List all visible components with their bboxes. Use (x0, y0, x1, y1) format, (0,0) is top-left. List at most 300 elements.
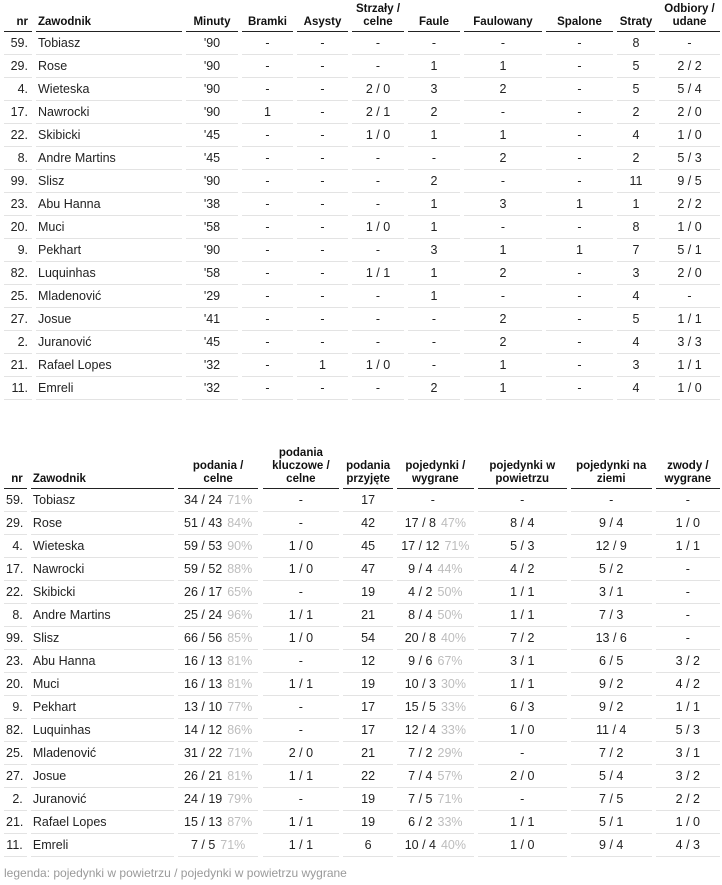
ground-duels-cell: 9 / 2 (571, 673, 652, 696)
fouls-cell: - (408, 354, 460, 377)
tackles-cell: 2 / 0 (659, 262, 720, 285)
assists-cell: - (297, 147, 348, 170)
fouls-cell: 2 (408, 170, 460, 193)
aerial-duels-cell: 8 / 4 (478, 512, 567, 535)
duels-value: 20 / 8 (404, 631, 436, 645)
passes-cell (178, 512, 259, 535)
nr-cell: 20. (4, 673, 27, 696)
passes-percent: 85% (227, 631, 253, 645)
offsides-cell: - (546, 285, 613, 308)
losses-cell: 11 (617, 170, 655, 193)
player-name-cell: Luquinhas (36, 262, 182, 285)
passes-percent: 81% (227, 769, 253, 783)
goals-cell: - (242, 285, 293, 308)
assists-cell: - (297, 308, 348, 331)
duels-value: 17 / 8 (404, 516, 436, 530)
key-passes-cell: 1 / 0 (263, 627, 340, 650)
fouls-cell: - (408, 331, 460, 354)
fouled-cell: - (464, 101, 542, 124)
tackles-cell: 2 / 2 (659, 193, 720, 216)
header-fouls: Faule (408, 0, 460, 32)
dribbles-cell: 2 / 2 (656, 788, 720, 811)
passes-percent: 71% (227, 493, 253, 507)
passes-received-cell: 47 (343, 558, 393, 581)
table-row (4, 101, 720, 124)
duels-percent: 40% (440, 631, 467, 645)
nr-cell: 4. (4, 535, 27, 558)
passes-value: 66 / 56 (184, 631, 223, 645)
assists-cell: - (297, 377, 348, 400)
nr-cell: 29. (4, 55, 32, 78)
passes-percent: 90% (227, 539, 253, 553)
fouls-cell: 3 (408, 239, 460, 262)
offsides-cell: - (546, 147, 613, 170)
table1-header-row (4, 0, 720, 32)
shots-cell: 1 / 0 (352, 216, 404, 239)
passes-value: 24 / 19 (184, 792, 223, 806)
key-passes-cell: 1 / 0 (263, 535, 340, 558)
passes-value: 13 / 10 (184, 700, 223, 714)
table2-header-row (4, 445, 720, 489)
fouled-cell: - (464, 216, 542, 239)
fouled-cell: 2 (464, 147, 542, 170)
table-row (4, 285, 720, 308)
dribbles-cell: 5 / 3 (656, 719, 720, 742)
passes-received-cell: 42 (343, 512, 393, 535)
offsides-cell: - (546, 331, 613, 354)
dribbles-cell: 1 / 1 (656, 696, 720, 719)
dribbles-cell: 3 / 2 (656, 765, 720, 788)
nr-cell: 11. (4, 834, 27, 857)
nr-cell: 29. (4, 512, 27, 535)
table-row (4, 78, 720, 101)
shots-cell: - (352, 331, 404, 354)
offsides-cell: - (546, 124, 613, 147)
nr-cell: 59. (4, 489, 27, 512)
header-nr: nr (4, 0, 32, 32)
passes-received-cell: 22 (343, 765, 393, 788)
passes-value: 59 / 52 (184, 562, 223, 576)
nr-cell: 9. (4, 696, 27, 719)
duels-percent: 33% (437, 815, 463, 829)
passes-percent: 86% (227, 723, 253, 737)
losses-cell: 4 (617, 285, 655, 308)
dribbles-cell: 3 / 2 (656, 650, 720, 673)
fouled-cell: 1 (464, 354, 542, 377)
table-row (4, 216, 720, 239)
player-name-cell: Emreli (36, 377, 182, 400)
goals-cell: - (242, 55, 293, 78)
duels-percent: 50% (437, 585, 463, 599)
goals-cell: - (242, 147, 293, 170)
player-name-cell: Rafael Lopes (31, 811, 174, 834)
fouled-cell: 2 (464, 78, 542, 101)
player-stats-table-1 (4, 0, 720, 400)
fouls-cell: 1 (408, 285, 460, 308)
duels-cell (397, 765, 474, 788)
passes-percent: 81% (227, 677, 253, 691)
header-losses: Straty (617, 0, 655, 32)
key-passes-cell: - (263, 788, 340, 811)
goals-cell: - (242, 78, 293, 101)
duels-value: 17 / 12 (401, 539, 440, 553)
assists-cell: - (297, 331, 348, 354)
fouls-cell: 1 (408, 216, 460, 239)
duels-cell (397, 811, 474, 834)
player-name-cell: Rose (31, 512, 174, 535)
goals-cell: - (242, 216, 293, 239)
dribbles-cell: - (656, 604, 720, 627)
duels-percent: 44% (437, 562, 463, 576)
player-name-cell: Andre Martins (36, 147, 182, 170)
player-name-cell: Emreli (31, 834, 174, 857)
fouls-cell: 1 (408, 262, 460, 285)
aerial-duels-cell: 1 / 0 (478, 719, 567, 742)
passes-percent: 81% (227, 654, 253, 668)
passes-value: 34 / 24 (184, 493, 223, 507)
table-row (4, 239, 720, 262)
losses-cell: 3 (617, 262, 655, 285)
table-row (4, 377, 720, 400)
table-row (4, 55, 720, 78)
duels-cell (397, 535, 474, 558)
nr-cell: 17. (4, 101, 32, 124)
tackles-cell: 5 / 3 (659, 147, 720, 170)
player-name-cell: Wieteska (36, 78, 182, 101)
offsides-cell: - (546, 354, 613, 377)
goals-cell: - (242, 354, 293, 377)
offsides-cell: - (546, 55, 613, 78)
fouls-cell: 2 (408, 377, 460, 400)
table-row (4, 650, 720, 673)
key-passes-cell: - (263, 581, 340, 604)
key-passes-cell: 1 / 1 (263, 811, 340, 834)
header-minutes: Minuty (186, 0, 238, 32)
duels-cell (397, 742, 474, 765)
goals-cell: - (242, 331, 293, 354)
passes-cell (178, 650, 259, 673)
minutes-cell: '45 (186, 331, 238, 354)
duels-percent: 30% (440, 677, 467, 691)
shots-cell: - (352, 147, 404, 170)
fouled-cell: 1 (464, 124, 542, 147)
passes-received-cell: 19 (343, 811, 393, 834)
player-name-cell: Pekhart (36, 239, 182, 262)
nr-cell: 20. (4, 216, 32, 239)
duels-cell (397, 558, 474, 581)
passes-received-cell: 19 (343, 581, 393, 604)
passes-cell (178, 535, 259, 558)
table-row (4, 742, 720, 765)
offsides-cell: - (546, 170, 613, 193)
player-name-cell: Muci (36, 216, 182, 239)
offsides-cell: 1 (546, 193, 613, 216)
player-name-cell: Andre Martins (31, 604, 174, 627)
dribbles-cell: - (656, 489, 720, 512)
passes-cell (178, 627, 259, 650)
shots-cell: 1 / 0 (352, 124, 404, 147)
player-name-cell: Mladenović (36, 285, 182, 308)
minutes-cell: '32 (186, 377, 238, 400)
player-name-cell: Josue (31, 765, 174, 788)
tackles-cell: 5 / 4 (659, 78, 720, 101)
header-duels: pojedynki / wygrane (397, 445, 474, 489)
table2-body (4, 489, 720, 857)
ground-duels-cell: 7 / 2 (571, 742, 652, 765)
passes-cell (178, 765, 259, 788)
passes-received-cell: 21 (343, 604, 393, 627)
table-row (4, 32, 720, 55)
nr-cell: 25. (4, 285, 32, 308)
losses-cell: 5 (617, 308, 655, 331)
key-passes-cell: 1 / 0 (263, 558, 340, 581)
passes-value: 51 / 43 (184, 516, 223, 530)
fouled-cell: 1 (464, 55, 542, 78)
header-dribbles: zwody / wygrane (656, 445, 720, 489)
key-passes-cell: - (263, 512, 340, 535)
duels-cell (397, 627, 474, 650)
table-row (4, 489, 720, 512)
passes-value: 25 / 24 (184, 608, 223, 622)
ground-duels-cell: 9 / 2 (571, 696, 652, 719)
losses-cell: 2 (617, 101, 655, 124)
table-row (4, 581, 720, 604)
header-passes: podania / celne (178, 445, 259, 489)
nr-cell: 99. (4, 170, 32, 193)
losses-cell: 4 (617, 124, 655, 147)
duels-cell (397, 788, 474, 811)
table-row (4, 308, 720, 331)
passes-cell (178, 558, 259, 581)
minutes-cell: '90 (186, 32, 238, 55)
dribbles-cell: - (656, 581, 720, 604)
key-passes-cell: - (263, 696, 340, 719)
losses-cell: 8 (617, 216, 655, 239)
aerial-duels-cell: - (478, 489, 567, 512)
dribbles-cell: 3 / 1 (656, 742, 720, 765)
shots-cell: - (352, 308, 404, 331)
key-passes-cell: - (263, 489, 340, 512)
duels-value: 6 / 2 (408, 815, 433, 829)
duels-cell (397, 696, 474, 719)
player-name-cell: Skibicki (36, 124, 182, 147)
ground-duels-cell: 5 / 1 (571, 811, 652, 834)
player-name-cell: Nawrocki (31, 558, 174, 581)
aerial-duels-cell: 1 / 0 (478, 834, 567, 857)
shots-cell: 2 / 1 (352, 101, 404, 124)
player-name-cell: Rose (36, 55, 182, 78)
ground-duels-cell: 7 / 3 (571, 604, 652, 627)
player-name-cell: Abu Hanna (36, 193, 182, 216)
header-ground-duels: pojedynki na ziemi (571, 445, 652, 489)
losses-cell: 4 (617, 331, 655, 354)
table-row (4, 788, 720, 811)
aerial-duels-cell: 2 / 0 (478, 765, 567, 788)
assists-cell: - (297, 55, 348, 78)
fouled-cell: 2 (464, 308, 542, 331)
fouls-cell: 1 (408, 55, 460, 78)
aerial-duels-cell: 5 / 3 (478, 535, 567, 558)
duels-percent: 57% (437, 769, 463, 783)
shots-cell: 1 / 0 (352, 354, 404, 377)
header-offsides: Spalone (546, 0, 613, 32)
shots-cell: - (352, 32, 404, 55)
tackles-cell: 1 / 0 (659, 377, 720, 400)
dribbles-cell: 1 / 0 (656, 811, 720, 834)
player-name-cell: Josue (36, 308, 182, 331)
fouled-cell: - (464, 170, 542, 193)
offsides-cell: 1 (546, 239, 613, 262)
passes-received-cell: 6 (343, 834, 393, 857)
player-name-cell: Tobiasz (36, 32, 182, 55)
passes-value: 59 / 53 (184, 539, 223, 553)
nr-cell: 25. (4, 742, 27, 765)
aerial-duels-cell: 1 / 1 (478, 581, 567, 604)
nr-cell: 21. (4, 811, 27, 834)
header-tackles: Odbiory / udane (659, 0, 720, 32)
nr-cell: 23. (4, 193, 32, 216)
nr-cell: 82. (4, 262, 32, 285)
duels-value: 12 / 4 (404, 723, 436, 737)
minutes-cell: '90 (186, 101, 238, 124)
player-name-cell: Slisz (31, 627, 174, 650)
losses-cell: 4 (617, 377, 655, 400)
minutes-cell: '90 (186, 55, 238, 78)
losses-cell: 3 (617, 354, 655, 377)
goals-cell: - (242, 32, 293, 55)
tackles-cell: 1 / 1 (659, 308, 720, 331)
ground-duels-cell: 12 / 9 (571, 535, 652, 558)
key-passes-cell: - (263, 719, 340, 742)
passes-received-cell: 19 (343, 673, 393, 696)
shots-cell: 1 / 1 (352, 262, 404, 285)
goals-cell: - (242, 377, 293, 400)
passes-received-cell: 45 (343, 535, 393, 558)
passes-percent: 84% (227, 516, 253, 530)
key-passes-cell: 1 / 1 (263, 765, 340, 788)
goals-cell: - (242, 193, 293, 216)
minutes-cell: '32 (186, 354, 238, 377)
assists-cell: - (297, 262, 348, 285)
passes-cell (178, 811, 259, 834)
assists-cell: - (297, 170, 348, 193)
nr-cell: 17. (4, 558, 27, 581)
key-passes-cell: 2 / 0 (263, 742, 340, 765)
duels-percent: 29% (437, 746, 463, 760)
assists-cell: - (297, 216, 348, 239)
passes-percent: 77% (227, 700, 253, 714)
passes-received-cell: 21 (343, 742, 393, 765)
tackles-cell: 3 / 3 (659, 331, 720, 354)
losses-cell: 2 (617, 147, 655, 170)
duels-cell (397, 489, 474, 512)
tackles-cell: - (659, 32, 720, 55)
aerial-duels-cell: 3 / 1 (478, 650, 567, 673)
tackles-cell: 1 / 0 (659, 124, 720, 147)
table-row (4, 811, 720, 834)
passes-cell (178, 581, 259, 604)
nr-cell: 4. (4, 78, 32, 101)
duels-value: 7 / 5 (408, 792, 433, 806)
offsides-cell: - (546, 262, 613, 285)
table-row (4, 558, 720, 581)
passes-received-cell: 12 (343, 650, 393, 673)
player-name-cell: Mladenović (31, 742, 174, 765)
minutes-cell: '90 (186, 78, 238, 101)
fouled-cell: 2 (464, 262, 542, 285)
passes-cell (178, 489, 259, 512)
aerial-duels-cell: - (478, 788, 567, 811)
header-shots: Strzały / celne (352, 0, 404, 32)
nr-cell: 23. (4, 650, 27, 673)
fouls-cell: - (408, 147, 460, 170)
offsides-cell: - (546, 78, 613, 101)
header-passes-received: podania przyjęte (343, 445, 393, 489)
duels-cell (397, 512, 474, 535)
tackles-cell: 1 / 0 (659, 216, 720, 239)
passes-cell (178, 742, 259, 765)
passes-value: 14 / 12 (184, 723, 223, 737)
nr-cell: 59. (4, 32, 32, 55)
fouled-cell: 2 (464, 331, 542, 354)
aerial-duels-cell: 1 / 1 (478, 811, 567, 834)
passes-percent: 87% (227, 815, 253, 829)
table-row (4, 673, 720, 696)
assists-cell: - (297, 285, 348, 308)
assists-cell: - (297, 124, 348, 147)
ground-duels-cell: 11 / 4 (571, 719, 652, 742)
shots-cell: - (352, 170, 404, 193)
nr-cell: 8. (4, 147, 32, 170)
nr-cell: 22. (4, 124, 32, 147)
passes-cell (178, 788, 259, 811)
aerial-duels-cell: 6 / 3 (478, 696, 567, 719)
passes-value: 16 / 13 (184, 677, 223, 691)
duels-cell (397, 604, 474, 627)
goals-cell: - (242, 239, 293, 262)
player-name-cell: Luquinhas (31, 719, 174, 742)
tackles-cell: 9 / 5 (659, 170, 720, 193)
key-passes-cell: 1 / 1 (263, 673, 340, 696)
table-row (4, 170, 720, 193)
passes-received-cell: 17 (343, 696, 393, 719)
table-row (4, 604, 720, 627)
player-name-cell: Pekhart (31, 696, 174, 719)
shots-cell: - (352, 193, 404, 216)
losses-cell: 5 (617, 78, 655, 101)
duels-percent: 33% (440, 723, 467, 737)
fouled-cell: - (464, 285, 542, 308)
ground-duels-cell: 9 / 4 (571, 512, 652, 535)
duels-value: 7 / 4 (408, 769, 433, 783)
aerial-duels-cell: 7 / 2 (478, 627, 567, 650)
duels-value: 8 / 4 (408, 608, 433, 622)
passes-value: 31 / 22 (184, 746, 223, 760)
passes-percent: 71% (220, 838, 246, 852)
passes-cell (178, 834, 259, 857)
fouled-cell: 1 (464, 239, 542, 262)
duels-cell (397, 650, 474, 673)
player-stats-table-2 (4, 445, 720, 857)
goals-cell: - (242, 170, 293, 193)
fouls-cell: - (408, 308, 460, 331)
dribbles-cell: 4 / 3 (656, 834, 720, 857)
duels-cell (397, 581, 474, 604)
aerial-duels-cell: 4 / 2 (478, 558, 567, 581)
player-name-cell: Abu Hanna (31, 650, 174, 673)
table-row (4, 512, 720, 535)
assists-cell: - (297, 239, 348, 262)
